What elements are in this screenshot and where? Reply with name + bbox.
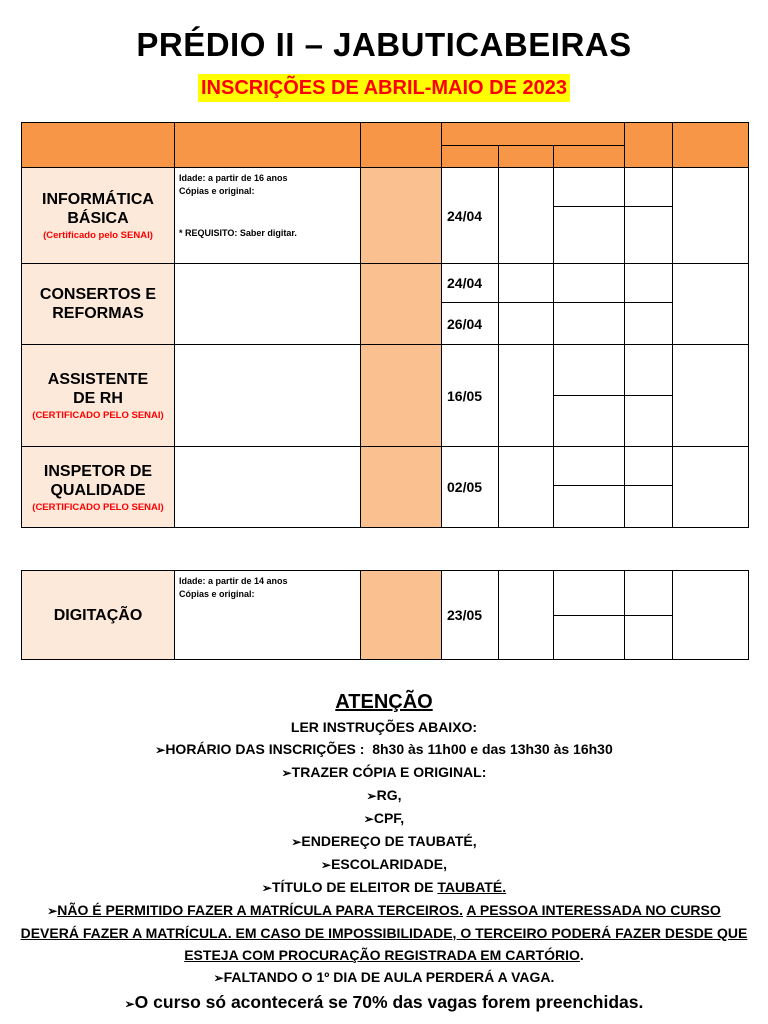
desc-requirement: * REQUISITO: Saber digitar. (179, 228, 297, 238)
note-voter (0, 876, 768, 899)
course-name-cell (22, 264, 175, 345)
arrow-icon: ➢ (47, 904, 58, 918)
empty-cell (554, 486, 625, 528)
empty-cell (499, 571, 554, 660)
note-third-party-1: NÃO É PERMITIDO FAZER A MATRÍCULA PARA TERCEIROS. (57, 902, 464, 918)
empty-cell (499, 303, 554, 345)
empty-cell (625, 264, 673, 303)
header-cell (175, 123, 361, 168)
desc-copies: Cópias e original: (179, 186, 255, 196)
empty-cell (554, 264, 625, 303)
course-certificate: (CERTIFICADO PELO SENAI) (32, 410, 164, 421)
note-bring-text: TRAZER CÓPIA E ORIGINAL: (291, 764, 487, 780)
desc-age: Idade: a partir de 16 anos (179, 173, 288, 183)
course-name-cell (22, 447, 175, 528)
empty-cell (673, 447, 749, 528)
course-name-cell (22, 345, 175, 447)
note-absence-text: FALTANDO O 1º DIA DE AULA PERDERÁ A VAGA. (223, 969, 555, 985)
empty-cell (499, 264, 554, 303)
course-name: INFORMÁTICA (42, 191, 154, 208)
note-cpf-text: CPF, (373, 810, 405, 826)
course-name: DIGITAÇÃO (53, 606, 143, 624)
course-name: REFORMAS (52, 305, 144, 322)
note-third-party (0, 899, 768, 966)
course-name: INSPETOR DE (43, 462, 153, 480)
empty-cell (554, 168, 625, 207)
course-certificate: (CERTIFICADO PELO SENAI) (32, 501, 164, 513)
attention-notes (0, 688, 768, 1017)
empty-cell (625, 396, 673, 447)
empty-cell (625, 207, 673, 264)
empty-cell (554, 396, 625, 447)
empty-cell (625, 345, 673, 396)
page-title: PRÉDIO II – JABUTICABEIRAS (136, 26, 632, 63)
course-date: 24/04 (442, 168, 499, 264)
empty-cell (625, 616, 673, 660)
header-cell (499, 146, 554, 168)
note-voter-city: TAUBATÉ. (437, 879, 507, 895)
desc-copies: Cópias e original: (179, 589, 255, 599)
course-date: 02/05 (442, 447, 499, 528)
peach-cell (361, 264, 442, 345)
arrow-icon: ➢ (291, 835, 302, 849)
desc-age: Idade: a partir de 14 anos (179, 576, 288, 586)
hours-value: 8h30 às 11h00 e das 13h30 às 16h30 (372, 741, 613, 757)
note-school (0, 853, 768, 876)
empty-cell (625, 303, 673, 345)
note-read: LER INSTRUÇÕES ABAIXO: (290, 719, 478, 735)
empty-cell (554, 303, 625, 345)
arrow-icon: ➢ (363, 812, 374, 826)
course-name-cell (22, 571, 175, 660)
course-name-cell (22, 168, 175, 264)
header-cell (673, 123, 749, 168)
header-cell (442, 146, 499, 168)
header-cell (625, 123, 673, 168)
course-name: DE RH (73, 390, 123, 407)
course-date: 26/04 (442, 303, 499, 345)
course-date: 24/04 (442, 264, 499, 303)
course-name: ASSISTENTE (47, 371, 149, 388)
course-description (175, 168, 361, 264)
peach-cell (361, 571, 442, 660)
arrow-icon: ➢ (213, 971, 224, 985)
arrow-icon: ➢ (281, 766, 292, 780)
header-cell (554, 146, 625, 168)
empty-cell (625, 168, 673, 207)
empty-cell (625, 486, 673, 528)
empty-cell (554, 616, 625, 660)
peach-cell (361, 168, 442, 264)
note-hours (0, 738, 768, 761)
peach-cell (361, 345, 442, 447)
header-cell (361, 123, 442, 168)
note-address-text: ENDEREÇO DE TAUBATÉ, (301, 833, 477, 849)
course-description (175, 571, 361, 660)
empty-cell (554, 571, 625, 616)
course-date: 16/05 (442, 345, 499, 447)
empty-cell (499, 447, 554, 528)
course-certificate: (Certificado pelo SENAI) (43, 230, 153, 241)
header-cell (22, 123, 175, 168)
arrow-icon: ➢ (366, 789, 377, 803)
note-rg-text: RG, (376, 787, 402, 803)
empty-cell (554, 207, 625, 264)
note-school-text: ESCOLARIDADE, (331, 856, 447, 872)
empty-cell (554, 447, 625, 486)
course-name: BÁSICA (67, 210, 129, 227)
arrow-icon: ➢ (261, 881, 272, 895)
empty-cell (673, 571, 749, 660)
arrow-icon: ➢ (124, 997, 135, 1011)
course-description (175, 264, 361, 345)
course-description (175, 447, 361, 528)
note-bring (0, 761, 768, 784)
empty-cell (499, 168, 554, 264)
empty-cell (673, 168, 749, 264)
empty-cell (673, 264, 749, 345)
note-third-party-2: A PESSOA INTERESSADA NO CURSO DEVERÁ FAZER A MATRÍCULA. EM CASO DE IMPOSSIBILIDADE, O TERCEIRO PODERÁ FAZER DESDE QUE ESTEJA COM PROCURAÇÃO REGISTRADA EM CARTÓRIO (20, 902, 748, 963)
empty-cell (554, 345, 625, 396)
note-voter-text: TÍTULO DE ELEITOR DE (271, 879, 434, 895)
peach-cell (361, 447, 442, 528)
empty-cell (499, 345, 554, 447)
courses-table (21, 122, 749, 528)
note-third-party-end: . (579, 947, 584, 963)
note-rg (0, 784, 768, 807)
note-address (0, 830, 768, 853)
empty-cell (625, 571, 673, 616)
course-name: CONSERTOS E (39, 286, 157, 303)
attention-heading: ATENÇÃO (335, 691, 433, 713)
empty-cell (625, 447, 673, 486)
course-date: 23/05 (442, 571, 499, 660)
arrow-icon: ➢ (155, 743, 166, 757)
course-name: QUALIDADE (50, 481, 146, 499)
header-cell (442, 123, 625, 146)
digitacao-table (21, 570, 749, 660)
arrow-icon: ➢ (321, 858, 332, 872)
empty-cell (673, 345, 749, 447)
page-subtitle: INSCRIÇÕES DE ABRIL-MAIO DE 2023 (198, 74, 570, 102)
course-description (175, 345, 361, 447)
hours-label: HORÁRIO DAS INSCRIÇÕES : (165, 741, 365, 757)
note-quota (0, 989, 768, 1017)
note-quota-text: O curso só acontecerá se 70% das vagas forem preenchidas. (134, 992, 644, 1012)
note-cpf (0, 807, 768, 830)
note-absence (0, 966, 768, 989)
